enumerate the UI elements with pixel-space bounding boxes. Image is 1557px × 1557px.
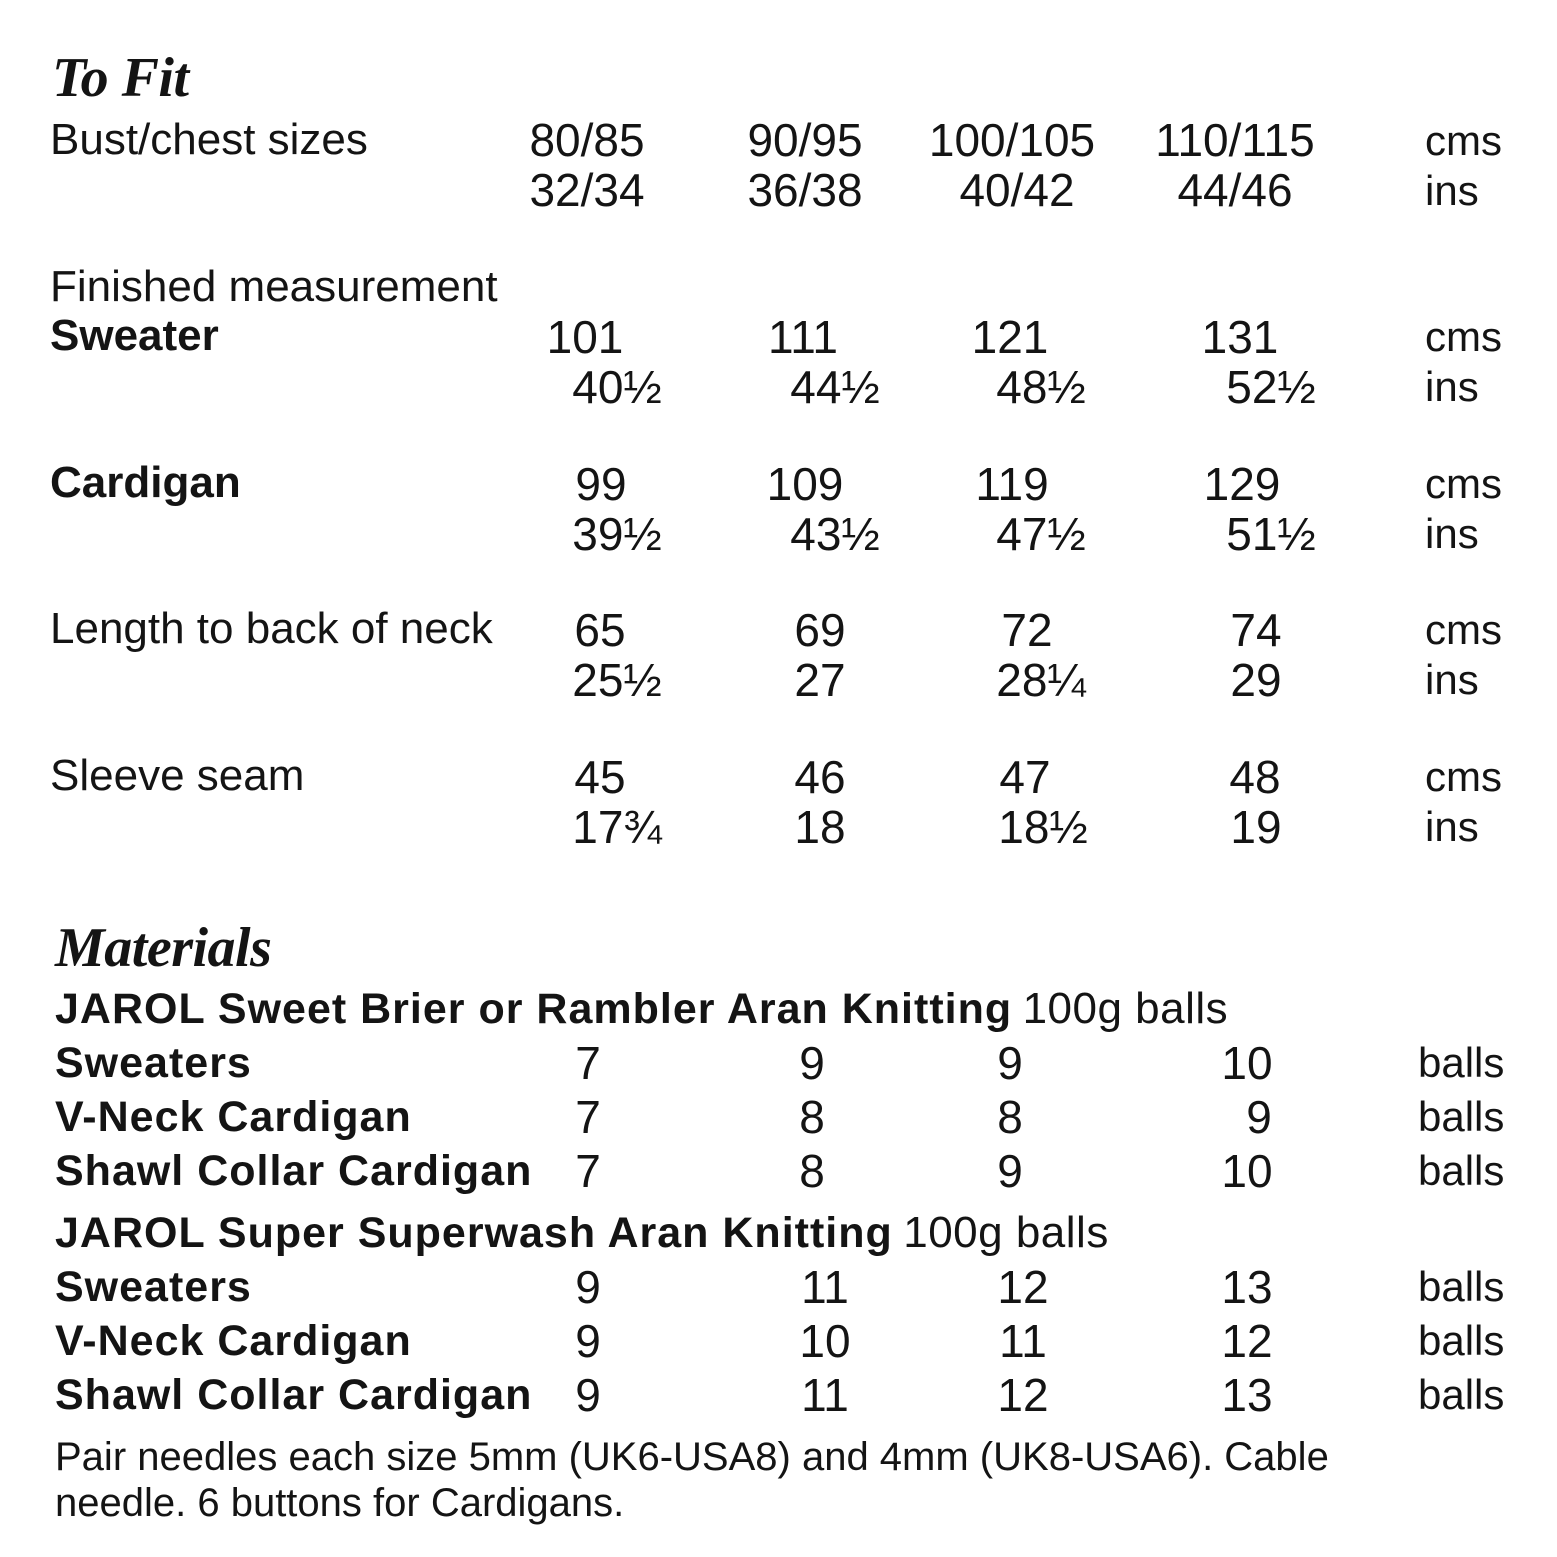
yarn1-row1-size4: 10 xyxy=(1221,1037,1273,1089)
bust-cms-size1: 80/85 xyxy=(529,114,645,166)
yarn1-row1-label: Sweaters xyxy=(55,1039,252,1087)
length-ins-unit: ins xyxy=(1425,656,1479,703)
cardigan-ins-size3: 47½ xyxy=(996,508,1086,560)
yarn1-row2-size3: 8 xyxy=(997,1091,1023,1143)
yarn2-row3-size4: 13 xyxy=(1221,1369,1273,1421)
yarn2-row2-label: V-Neck Cardigan xyxy=(55,1317,412,1365)
yarn1-row3-size2: 8 xyxy=(799,1145,825,1197)
yarn2-row1-size3: 12 xyxy=(997,1261,1049,1313)
sweater-cms-size1: 101 xyxy=(546,311,624,363)
cardigan-cms-size4: 129 xyxy=(1203,458,1281,510)
sweater-label: Sweater xyxy=(50,311,219,360)
sleeve-ins-size1: 17¾ xyxy=(572,801,662,853)
cardigan-ins-unit: ins xyxy=(1425,510,1479,557)
needles-note-line1: Pair needles each size 5mm (UK6-USA8) and 4mm (UK8-USA6). Cable xyxy=(55,1435,1329,1479)
cardigan-ins-size4: 51½ xyxy=(1226,508,1316,560)
yarn1-row2-size4: 9 xyxy=(1246,1091,1272,1143)
yarn2-row1-size1: 9 xyxy=(575,1261,601,1313)
length-cms-size4: 74 xyxy=(1230,604,1282,656)
yarn1-row3-unit: balls xyxy=(1418,1147,1505,1194)
cardigan-cms-unit: cms xyxy=(1425,460,1502,507)
yarn1-row3-size4: 10 xyxy=(1221,1145,1273,1197)
bust-ins-unit: ins xyxy=(1425,167,1479,214)
yarn2-row1-size2: 11 xyxy=(801,1261,849,1313)
yarn1-row1-size1: 7 xyxy=(575,1037,601,1089)
sweater-cms-size2: 111 xyxy=(768,311,838,363)
yarn1-row2-size1: 7 xyxy=(575,1091,601,1143)
cardigan-ins-size2: 43½ xyxy=(790,508,880,560)
bust-ins-size1: 32/34 xyxy=(529,164,645,216)
yarn2-row3-label: Shawl Collar Cardigan xyxy=(55,1371,533,1419)
cardigan-cms-size3: 119 xyxy=(975,458,1049,510)
bust-cms-unit: cms xyxy=(1425,117,1502,164)
yarn1-row2-label: V-Neck Cardigan xyxy=(55,1093,412,1141)
cardigan-cms-size1: 99 xyxy=(575,458,627,510)
yarn2-row3-size3: 12 xyxy=(997,1369,1049,1421)
yarn2-row2-size4: 12 xyxy=(1221,1315,1273,1367)
yarn1-row3-label: Shawl Collar Cardigan xyxy=(55,1147,533,1195)
sleeve-cms-size3: 47 xyxy=(999,751,1051,803)
yarn1-row1-size3: 9 xyxy=(997,1037,1023,1089)
yarn2-row1-label: Sweaters xyxy=(55,1263,252,1311)
bust-label: Bust/chest sizes xyxy=(50,115,368,164)
cardigan-cms-size2: 109 xyxy=(766,458,844,510)
sleeve-cms-size1: 45 xyxy=(574,751,626,803)
needles-note-line2: needle. 6 buttons for Cardigans. xyxy=(55,1481,625,1525)
yarn1-row3-size1: 7 xyxy=(575,1145,601,1197)
sweater-ins-size1: 40½ xyxy=(572,361,662,413)
sweater-cms-size4: 131 xyxy=(1201,311,1279,363)
sweater-cms-unit: cms xyxy=(1425,313,1502,360)
sleeve-ins-unit: ins xyxy=(1425,803,1479,850)
yarn1-row3-size3: 9 xyxy=(997,1145,1023,1197)
sleeve-ins-size3: 18½ xyxy=(998,801,1088,853)
yarn2-unit: 100g balls xyxy=(903,1208,1109,1257)
sweater-ins-size3: 48½ xyxy=(996,361,1086,413)
yarn2-row1-size4: 13 xyxy=(1221,1261,1273,1313)
length-ins-size2: 27 xyxy=(794,654,846,706)
bust-ins-size3: 40/42 xyxy=(959,164,1075,216)
yarn1-row1-unit: balls xyxy=(1418,1039,1505,1086)
sleeve-label: Sleeve seam xyxy=(50,751,305,800)
length-cms-unit: cms xyxy=(1425,606,1502,653)
bust-cms-size2: 90/95 xyxy=(747,114,863,166)
length-ins-size4: 29 xyxy=(1230,654,1282,706)
sleeve-cms-size2: 46 xyxy=(794,751,846,803)
sweater-ins-size4: 52½ xyxy=(1226,361,1316,413)
yarn2-row3-size2: 11 xyxy=(801,1369,849,1421)
yarn2-name: JAROL Super Superwash Aran Knitting xyxy=(55,1209,893,1257)
finished-measurement-label: Finished measurement xyxy=(50,262,498,311)
yarn2-header xyxy=(55,1208,1109,1257)
length-cms-size1: 65 xyxy=(574,604,626,656)
length-ins-size1: 25½ xyxy=(572,654,662,706)
yarn1-row2-size2: 8 xyxy=(799,1091,825,1143)
sweater-cms-size3: 121 xyxy=(971,311,1049,363)
bust-cms-size4: 110/115 xyxy=(1155,114,1315,166)
sweater-ins-unit: ins xyxy=(1425,363,1479,410)
bust-ins-size2: 36/38 xyxy=(747,164,863,216)
yarn2-row1-unit: balls xyxy=(1418,1263,1505,1310)
sleeve-ins-size4: 19 xyxy=(1230,801,1282,853)
yarn1-unit: 100g balls xyxy=(1022,984,1229,1033)
to-fit-heading: To Fit xyxy=(52,47,189,109)
sweater-ins-size2: 44½ xyxy=(790,361,880,413)
yarn2-row2-unit: balls xyxy=(1418,1317,1505,1364)
bust-cms-size3: 100/105 xyxy=(928,114,1096,166)
yarn1-row2-unit: balls xyxy=(1418,1093,1505,1140)
cardigan-ins-size1: 39½ xyxy=(572,508,662,560)
yarn2-row2-size2: 10 xyxy=(799,1315,851,1367)
sleeve-ins-size2: 18 xyxy=(794,801,846,853)
yarn2-row2-size1: 9 xyxy=(575,1315,601,1367)
materials-heading: Materials xyxy=(55,917,272,979)
length-ins-size3: 28¼ xyxy=(996,654,1086,706)
yarn1-row1-size2: 9 xyxy=(799,1037,825,1089)
yarn1-name: JAROL Sweet Brier or Rambler Aran Knitting xyxy=(55,985,1013,1033)
cardigan-label: Cardigan xyxy=(50,458,241,507)
bust-ins-size4: 44/46 xyxy=(1177,164,1293,216)
length-cms-size2: 69 xyxy=(794,604,846,656)
yarn2-row2-size3: 11 xyxy=(999,1315,1047,1367)
length-label: Length to back of neck xyxy=(50,604,493,653)
yarn2-row3-size1: 9 xyxy=(575,1369,601,1421)
length-cms-size3: 72 xyxy=(1001,604,1053,656)
sleeve-cms-size4: 48 xyxy=(1229,751,1281,803)
yarn1-header xyxy=(55,984,1229,1033)
yarn2-row3-unit: balls xyxy=(1418,1371,1505,1418)
sleeve-cms-unit: cms xyxy=(1425,753,1502,800)
